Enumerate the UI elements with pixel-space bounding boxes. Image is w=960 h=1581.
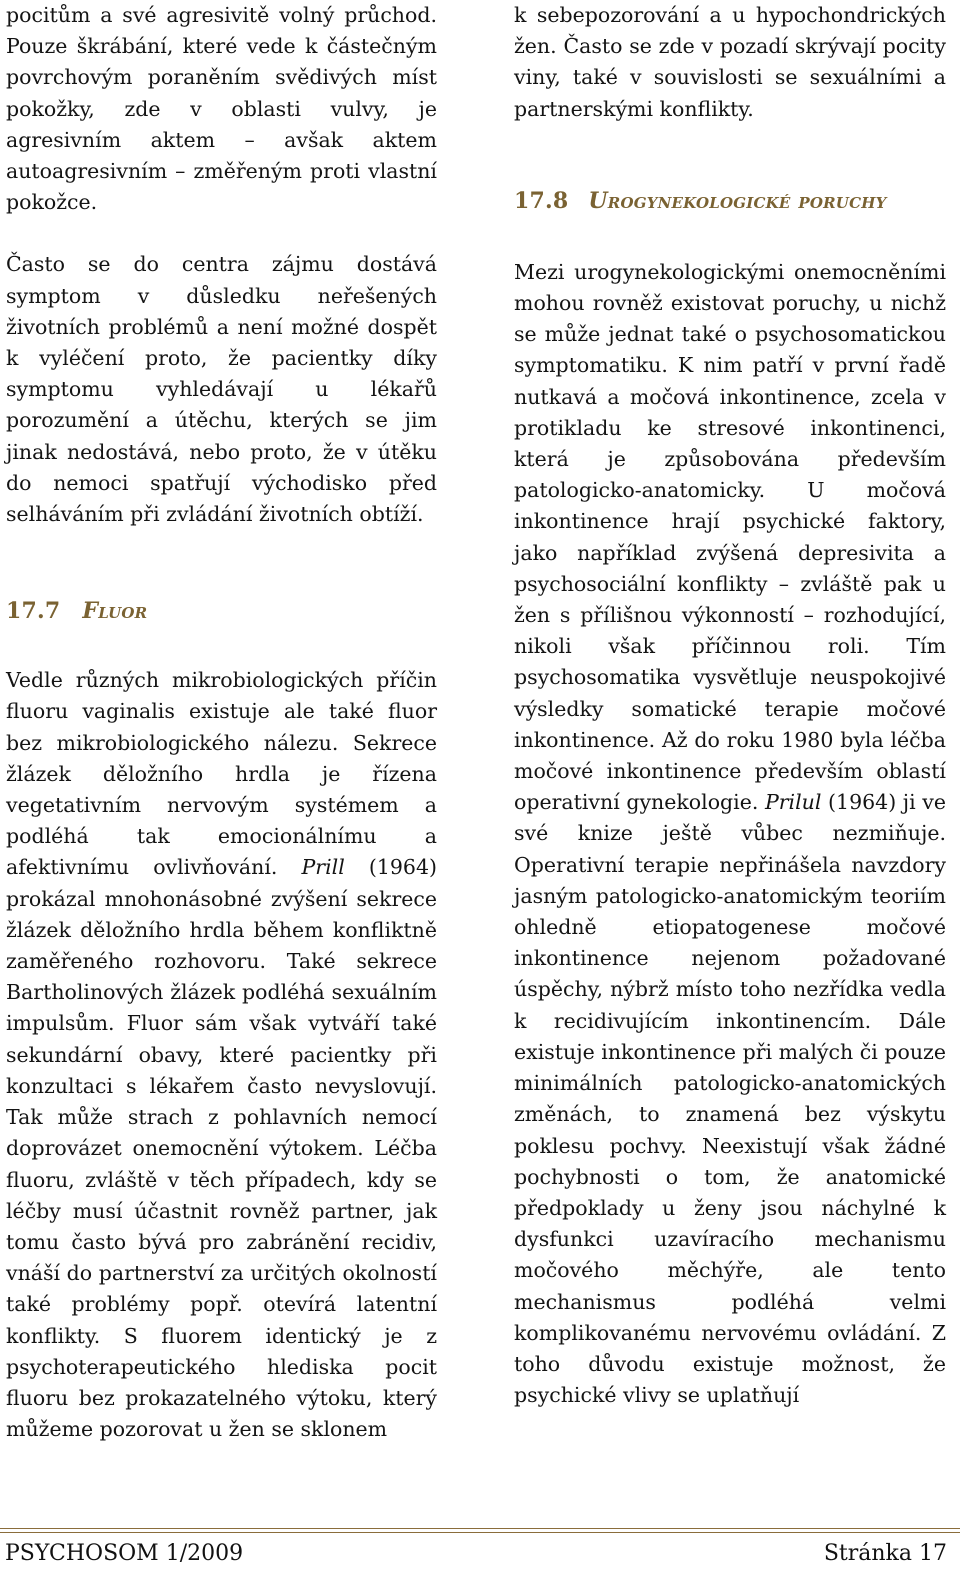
paragraph-fluor-part-1: Vedle různých mikrobiologických příčin fluoru vaginalis existuje ale také fluor bez mikrobiologického nálezu. Sekrece žlázek děložního hrdla je řízena vegetativním nervovým systémem a podléhá tak emocionálnímu a afektivnímu ovlivňování.	[6, 668, 437, 880]
footer-page-number: Stránka 17	[823, 1541, 947, 1566]
footer-divider	[0, 1528, 960, 1533]
section-title: Urogynekologické poruchy	[588, 187, 887, 214]
paragraph-life-problems: Často se do centra zájmu dostává symptom v důsledku neřešených životních problémů a není možné dospět k vyléčení proto, že pacientky díky symptomu vyhledávají u lékařů porozumění a útěchu, kterých se jim jinak nedostává, nebo proto, že v útěku do nemoci spatřují východisko před selháváním při zvládání životních obtíží.	[6, 252, 437, 527]
paragraph-urogynecology	[514, 257, 946, 1412]
section-number: 17.8	[514, 187, 569, 214]
paragraph-hypochondria: k sebepozorování a u hypochondrických žen. Často se zde v pozadí skrývají pocity viny, také v souvislosti se sexuálními a partnerskými konflikty.	[514, 3, 946, 121]
author-citation-prill: Prill	[301, 855, 345, 880]
right-column	[514, 0, 946, 1411]
footer-journal-issue: PSYCHOSOM 1/2009	[5, 1541, 244, 1566]
section-number: 17.7	[6, 598, 61, 625]
section-heading-fluor	[6, 593, 437, 629]
paragraph-urogynecology-part-2: (1964) ji ve své knize ještě vůbec nezmiňuje. Operativní terapie nepřinášela navzdory jasným patologicko-anatomickým teoriím ohledně etiopatogenese močové inkontinence nejenom požadované úspěchy, nýbrž místo toho nezřídka vedla k recidivujícím inkontinencím. Dále existuje inkontinence při malých či pouze minimálních patologicko-anatomických změnách, to znamená bez výskytu poklesu pochvy. Neexistují však žádné pochybnosti o tom, že anatomické předpoklady u ženy jsou náchylné k dysfunkci uzavíracího mechanismu močového měchýře, ale tento mechanismus podléhá velmi komplikovanému nervovému ovládání. Z toho důvodu existuje možnost, že psychické vlivy se uplatňují	[514, 790, 946, 1408]
paragraph-intro-continuation: pocitům a své agresivitě volný průchod. Pouze škrábání, které vede k částečným povrchovým poraněním svědivých míst pokožky, zde v oblasti vulvy, je agresivním aktem – avšak aktem autoagresivním – změřeným proti vlastní pokožce.	[6, 3, 437, 215]
author-citation-prilul: Prilul	[764, 790, 822, 815]
left-column	[6, 0, 437, 1445]
paragraph-fluor-part-2: (1964) prokázal mnohonásobné zvýšení sekrece žlázek děložního hrdla během konfliktně zaměřeného rozhovoru. Také sekrece Bartholinových žlázek podléhá sexuálním impulsům. Fluor sám však vytváří také sekundární obavy, které pacientky při konzultaci s lékařem často nevyslovují. Tak může strach z pohlavních nemocí doprovázet onemocnění výtokem. Léčba fluoru, zvláště v těch případech, kdy se léčby musí účastnit rovněž partner, jak tomu často bývá pro zabránění recidiv, vnáší do partnerství za určitých okolností také problémy popř. otevírá latentní konflikty. S fluorem identický je z psychoterapeutického hlediska pocit fluoru bez prokazatelného výtoku, který můžeme pozorovat u žen se sklonem	[6, 855, 437, 1442]
paragraph-fluor	[6, 665, 437, 1445]
section-heading-urogynecology	[514, 183, 946, 219]
section-title: Fluor	[82, 598, 148, 625]
paragraph-urogynecology-part-1: Mezi urogynekologickými onemocněními mohou rovněž existovat poruchy, u nichž se může jednat také o psychosomatickou symptomatiku. K nim patří v první řadě nutkavá a močová inkontinence, zcela v protikladu ke stresové inkontinenci, která je způsobována především patologicko-anatomicky. U močová inkontinence hrají psychické faktory, jako například zvýšená depresivita a psychosociální konflikty – zvláště pak u žen s přílišnou výkonností – rozhodující, nikoli však příčinnou roli. Tím psychosomatika vysvětluje neuspokojivé výsledky somatické terapie močové inkontinence. Až do roku 1980 byla léčba močové inkontinence především oblastí operativní gynekologie.	[514, 259, 946, 815]
